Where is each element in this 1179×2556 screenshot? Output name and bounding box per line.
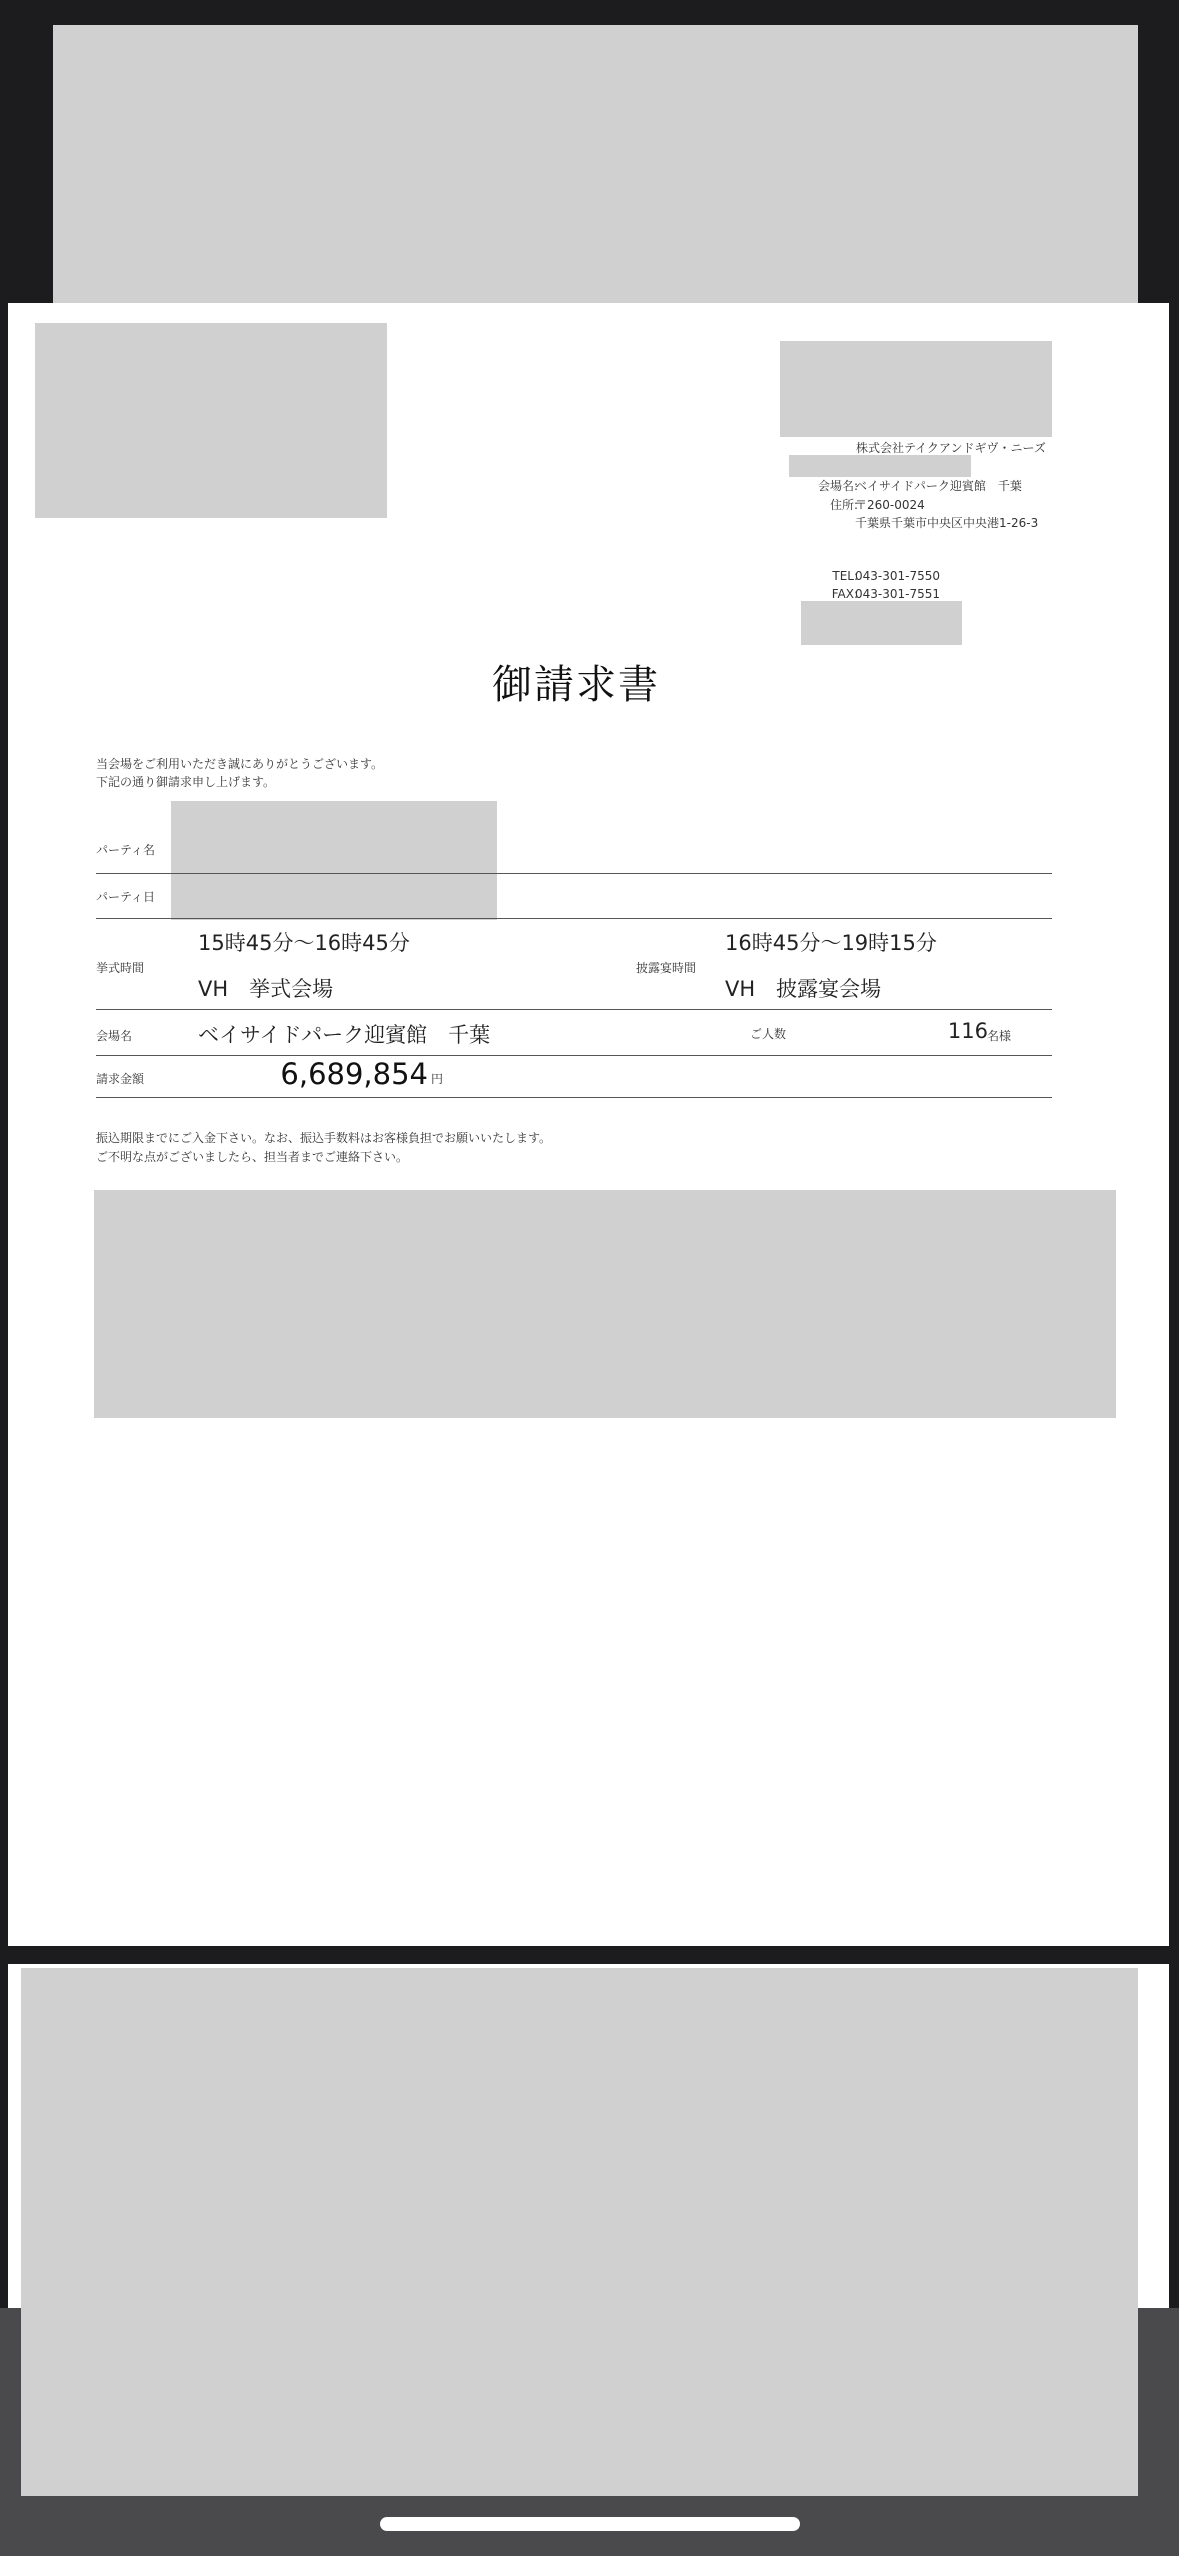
amount-unit: 円	[431, 1072, 444, 1086]
venue-rule	[96, 1055, 1052, 1056]
redacted-bank-details	[94, 1190, 1116, 1418]
party-date-rule	[96, 918, 1052, 919]
redacted-header-area	[53, 25, 1138, 305]
redacted-party-details	[171, 801, 497, 920]
reception-venue: VH 披露宴会場	[725, 977, 882, 1001]
redacted-company-line	[789, 455, 971, 477]
redacted-stamp	[801, 601, 962, 645]
guests-count: 116	[947, 1019, 988, 1043]
redacted-second-page-content	[21, 1968, 1138, 2496]
amount-label: 請求金額	[96, 1072, 145, 1086]
company-address: 千葉県千葉市中央区中央港1-26-3	[855, 516, 1039, 530]
company-fax-label: FAX:	[831, 587, 858, 601]
home-indicator[interactable]	[380, 2517, 800, 2531]
greeting-line-1: 当会場をご利用いただき誠にありがとうございます。	[96, 757, 384, 771]
venue-value: ベイサイドパーク迎賓館 千葉	[198, 1023, 491, 1047]
redacted-logo	[35, 323, 387, 518]
party-name-label: パーティ名	[96, 843, 156, 857]
ceremony-venue: VH 挙式会場	[198, 977, 334, 1001]
company-name: 株式会社テイクアンドギヴ・ニーズ	[856, 441, 1046, 455]
document-title: 御請求書	[492, 662, 660, 708]
venue-label: 会場名	[96, 1029, 133, 1043]
reception-time-label: 披露宴時間	[636, 961, 697, 975]
company-fax: 043-301-7551	[855, 587, 941, 601]
ceremony-time: 15時45分〜16時45分	[198, 931, 410, 955]
ceremony-time-label: 挙式時間	[96, 961, 145, 975]
company-address-label: 住所:	[829, 498, 858, 512]
note-line-1: 振込期限までにご入金下さい。なお、振込手数料はお客様負担でお願いいたします。	[96, 1131, 552, 1145]
company-postal: 〒260-0024	[855, 498, 925, 512]
guests-label: ご人数	[750, 1027, 787, 1041]
invoice-page	[8, 303, 1169, 1946]
company-venue-value: ベイサイドパーク迎賓館 千葉	[855, 479, 1022, 493]
greeting-line-2: 下記の通り御請求申し上げます。	[96, 775, 276, 789]
company-tel-label: TEL:	[832, 569, 858, 583]
guests-unit: 名様	[987, 1029, 1012, 1043]
company-venue-label: 会場名:	[817, 479, 858, 493]
ceremony-rule	[96, 1009, 1052, 1010]
amount-value: 6,689,854	[280, 1057, 428, 1091]
note-line-2: ご不明な点がございましたら、担当者までご連絡下さい。	[96, 1150, 409, 1164]
redacted-company-logo	[780, 341, 1052, 437]
amount-rule	[96, 1097, 1052, 1098]
company-tel: 043-301-7550	[855, 569, 941, 583]
party-name-rule	[96, 873, 1052, 874]
party-date-label: パーティ日	[96, 890, 156, 904]
reception-time: 16時45分〜19時15分	[725, 931, 937, 955]
